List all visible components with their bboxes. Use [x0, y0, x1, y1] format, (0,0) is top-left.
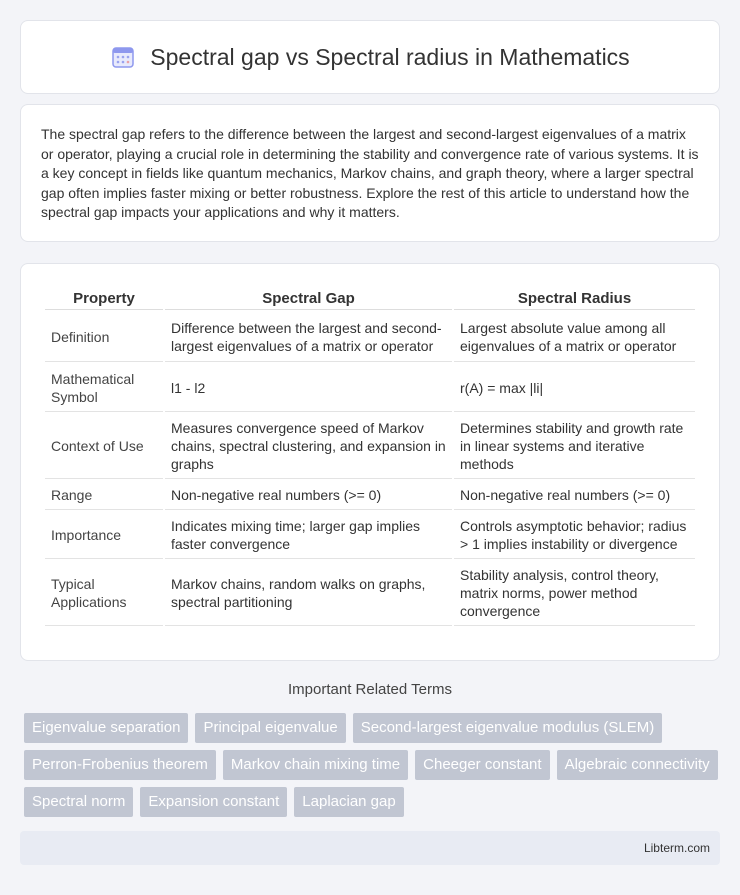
row-radius-value: Controls asymptotic behavior; radius > 1 implies instability or divergence	[454, 512, 695, 559]
related-term-tag[interactable]: Expansion constant	[140, 787, 287, 817]
related-term-tag[interactable]: Perron-Frobenius theorem	[24, 750, 216, 780]
related-term-tag[interactable]: Cheeger constant	[415, 750, 549, 780]
table-row	[45, 414, 695, 479]
table-row	[45, 364, 695, 412]
table-row	[45, 312, 695, 362]
footer	[20, 831, 720, 865]
footer-site-link[interactable]: Libterm.com	[643, 841, 710, 855]
row-gap-value: Measures convergence speed of Markov chains, spectral clustering, and expansion in graphs	[165, 414, 452, 479]
row-property: Range	[45, 481, 163, 510]
header-property: Property	[45, 286, 163, 310]
related-term-tag[interactable]: Algebraic connectivity	[557, 750, 718, 780]
intro-card	[20, 104, 720, 242]
row-gap-value: Non-negative real numbers (>= 0)	[165, 481, 452, 510]
row-radius-value: Determines stability and growth rate in linear systems and iterative methods	[454, 414, 695, 479]
comparison-table	[43, 284, 697, 628]
row-property: Mathematical Symbol	[45, 364, 163, 412]
table-row	[45, 512, 695, 559]
row-property: Context of Use	[45, 414, 163, 479]
related-term-tag[interactable]: Principal eigenvalue	[195, 713, 345, 743]
related-term-tag[interactable]: Spectral norm	[24, 787, 133, 817]
title-card	[20, 20, 720, 94]
table-row	[45, 481, 695, 510]
table-header-row	[45, 286, 695, 310]
header-spectral-gap: Spectral Gap	[165, 286, 452, 310]
row-property: Typical Applications	[45, 561, 163, 626]
row-gap-value: Indicates mixing time; larger gap implies faster convergence	[165, 512, 452, 559]
header-spectral-radius: Spectral Radius	[454, 286, 695, 310]
row-property: Importance	[45, 512, 163, 559]
comparison-table-card	[20, 263, 720, 661]
row-gap-value: Difference between the largest and second-largest eigenvalues of a matrix or operator	[165, 312, 452, 362]
related-terms-tags	[24, 713, 724, 817]
row-radius-value: Largest absolute value among all eigenvalues of a matrix or operator	[454, 312, 695, 362]
row-radius-value: r(A) = max |li|	[454, 364, 695, 412]
intro-text: The spectral gap refers to the difference between the largest and second-largest eigenvalues of a matrix or operator, playing a crucial role in determining the stability and convergence rate of various systems. It is a key concept in fields like quantum mechanics, Markov chains, and graph theory, where a larger spectral gap often implies faster mixing or better robustness. Explore the rest of this article to understand how the spectral gap impacts your applications and why it matters.	[41, 126, 699, 220]
calendar-grid-icon	[110, 44, 136, 70]
row-gap-value: l1 - l2	[165, 364, 452, 412]
page-title: Spectral gap vs Spectral radius in Mathematics	[150, 43, 630, 70]
related-term-tag[interactable]: Laplacian gap	[294, 787, 403, 817]
related-term-tag[interactable]: Eigenvalue separation	[24, 713, 188, 743]
table-row	[45, 561, 695, 626]
related-terms-title: Important Related Terms	[288, 681, 452, 698]
row-radius-value: Stability analysis, control theory, matrix norms, power method convergence	[454, 561, 695, 626]
row-gap-value: Markov chains, random walks on graphs, spectral partitioning	[165, 561, 452, 626]
related-term-tag[interactable]: Markov chain mixing time	[223, 750, 408, 780]
row-property: Definition	[45, 312, 163, 362]
row-radius-value: Non-negative real numbers (>= 0)	[454, 481, 695, 510]
related-term-tag[interactable]: Second-largest eigenvalue modulus (SLEM)	[353, 713, 663, 743]
